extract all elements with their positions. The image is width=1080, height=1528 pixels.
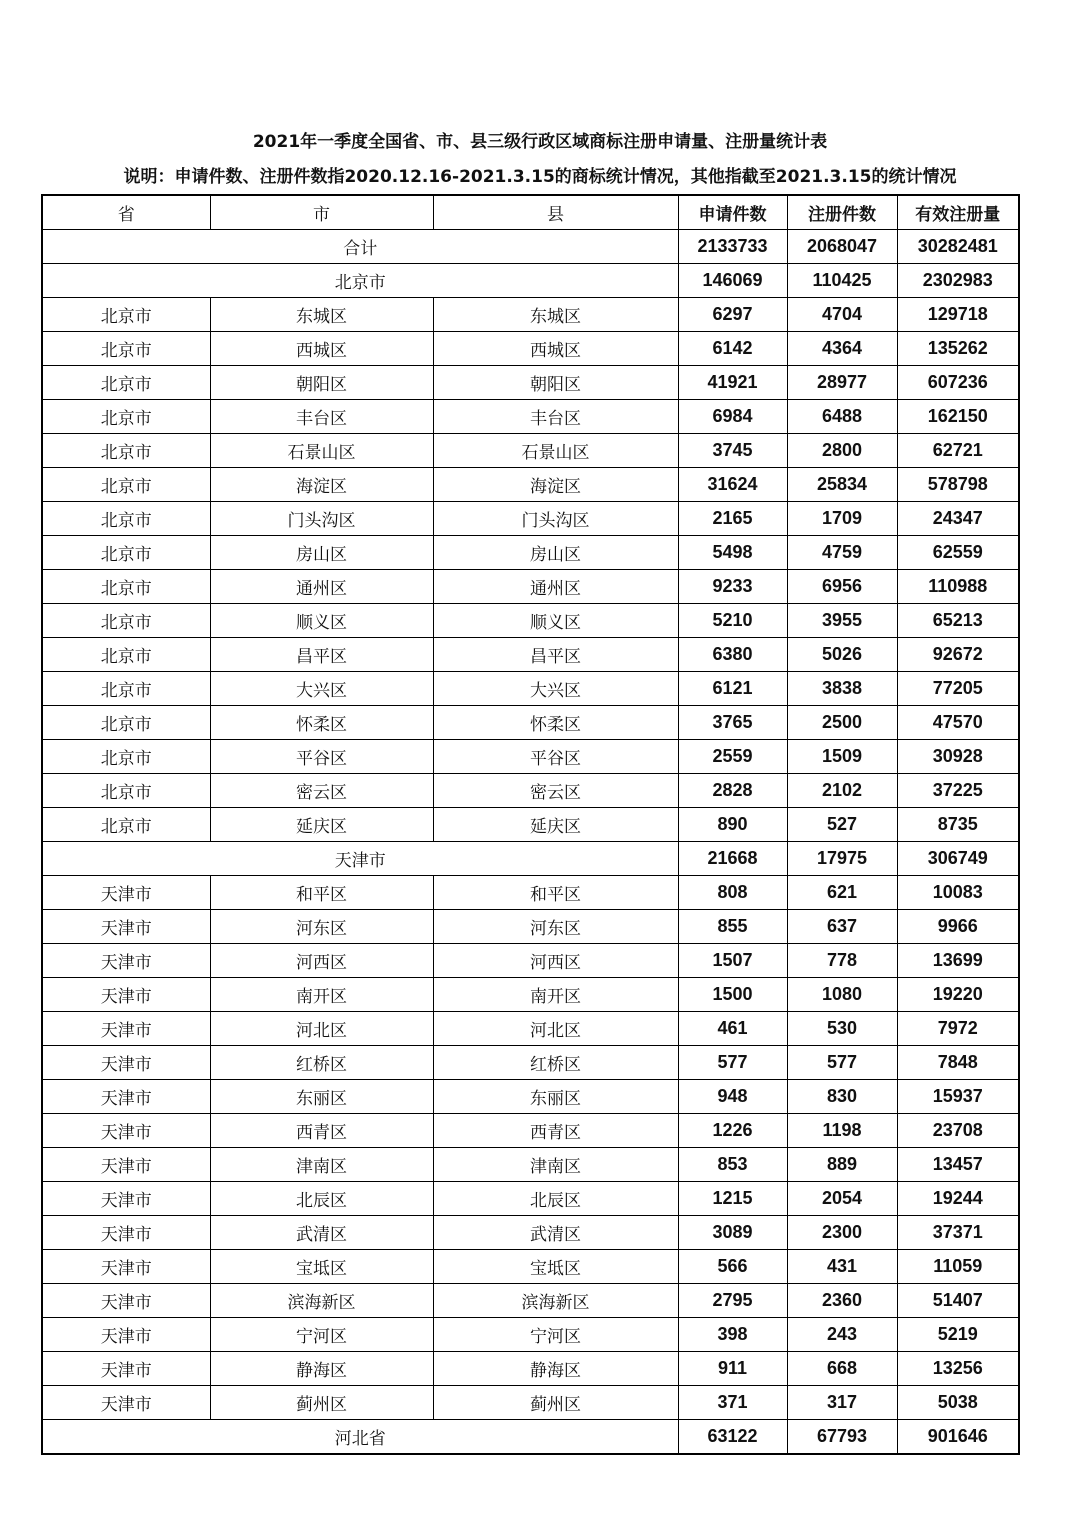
cell-valid-registrations: 62559 bbox=[897, 536, 1019, 570]
table-row bbox=[42, 1148, 1019, 1182]
table-row bbox=[42, 876, 1019, 910]
table-row bbox=[42, 604, 1019, 638]
cell-applications: 31624 bbox=[678, 468, 787, 502]
cell-city: 大兴区 bbox=[210, 672, 433, 706]
cell-county: 石景山区 bbox=[433, 434, 678, 468]
cell-valid-registrations: 13256 bbox=[897, 1352, 1019, 1386]
cell-city: 西青区 bbox=[210, 1114, 433, 1148]
cell-valid-registrations: 9966 bbox=[897, 910, 1019, 944]
cell-city: 东丽区 bbox=[210, 1080, 433, 1114]
cell-registrations: 2068047 bbox=[787, 230, 897, 264]
cell-applications: 911 bbox=[678, 1352, 787, 1386]
cell-valid-registrations: 92672 bbox=[897, 638, 1019, 672]
subtotal-row bbox=[42, 1420, 1019, 1455]
cell-applications: 371 bbox=[678, 1386, 787, 1420]
cell-registrations: 1509 bbox=[787, 740, 897, 774]
cell-registrations: 5026 bbox=[787, 638, 897, 672]
cell-valid-registrations: 162150 bbox=[897, 400, 1019, 434]
cell-applications: 1226 bbox=[678, 1114, 787, 1148]
cell-county: 朝阳区 bbox=[433, 366, 678, 400]
cell-county: 顺义区 bbox=[433, 604, 678, 638]
table-row bbox=[42, 1386, 1019, 1420]
cell-province: 北京市 bbox=[42, 808, 210, 842]
cell-applications: 6297 bbox=[678, 298, 787, 332]
table-row bbox=[42, 1318, 1019, 1352]
cell-valid-registrations: 8735 bbox=[897, 808, 1019, 842]
cell-registrations: 110425 bbox=[787, 264, 897, 298]
cell-applications: 948 bbox=[678, 1080, 787, 1114]
cell-valid-registrations: 11059 bbox=[897, 1250, 1019, 1284]
cell-province: 北京市 bbox=[42, 672, 210, 706]
cell-valid-registrations: 7972 bbox=[897, 1012, 1019, 1046]
subtotal-row bbox=[42, 230, 1019, 264]
cell-applications: 2828 bbox=[678, 774, 787, 808]
subtotal-row bbox=[42, 264, 1019, 298]
table-row bbox=[42, 1182, 1019, 1216]
table-row bbox=[42, 1352, 1019, 1386]
cell-province: 天津市 bbox=[42, 1284, 210, 1318]
cell-registrations: 2054 bbox=[787, 1182, 897, 1216]
cell-registrations: 25834 bbox=[787, 468, 897, 502]
cell-city: 密云区 bbox=[210, 774, 433, 808]
table-row bbox=[42, 706, 1019, 740]
cell-county: 通州区 bbox=[433, 570, 678, 604]
cell-county: 滨海新区 bbox=[433, 1284, 678, 1318]
table-row bbox=[42, 536, 1019, 570]
cell-registrations: 3838 bbox=[787, 672, 897, 706]
cell-county: 红桥区 bbox=[433, 1046, 678, 1080]
cell-province: 北京市 bbox=[42, 536, 210, 570]
cell-city: 通州区 bbox=[210, 570, 433, 604]
cell-valid-registrations: 51407 bbox=[897, 1284, 1019, 1318]
header-county: 县 bbox=[433, 195, 678, 230]
cell-registrations: 28977 bbox=[787, 366, 897, 400]
cell-county: 河西区 bbox=[433, 944, 678, 978]
subtotal-label: 河北省 bbox=[42, 1420, 678, 1455]
cell-applications: 398 bbox=[678, 1318, 787, 1352]
cell-valid-registrations: 19220 bbox=[897, 978, 1019, 1012]
table-row bbox=[42, 774, 1019, 808]
cell-registrations: 527 bbox=[787, 808, 897, 842]
cell-registrations: 2300 bbox=[787, 1216, 897, 1250]
cell-city: 河北区 bbox=[210, 1012, 433, 1046]
cell-province: 天津市 bbox=[42, 1148, 210, 1182]
cell-province: 天津市 bbox=[42, 1386, 210, 1420]
cell-applications: 566 bbox=[678, 1250, 787, 1284]
cell-applications: 461 bbox=[678, 1012, 787, 1046]
cell-city: 石景山区 bbox=[210, 434, 433, 468]
cell-applications: 1215 bbox=[678, 1182, 787, 1216]
cell-applications: 146069 bbox=[678, 264, 787, 298]
cell-valid-registrations: 110988 bbox=[897, 570, 1019, 604]
cell-applications: 890 bbox=[678, 808, 787, 842]
cell-province: 北京市 bbox=[42, 774, 210, 808]
cell-city: 武清区 bbox=[210, 1216, 433, 1250]
table-row bbox=[42, 740, 1019, 774]
table-row bbox=[42, 944, 1019, 978]
cell-province: 北京市 bbox=[42, 706, 210, 740]
cell-applications: 1500 bbox=[678, 978, 787, 1012]
cell-registrations: 4364 bbox=[787, 332, 897, 366]
cell-province: 天津市 bbox=[42, 1080, 210, 1114]
table-row bbox=[42, 910, 1019, 944]
table-row bbox=[42, 638, 1019, 672]
cell-province: 北京市 bbox=[42, 332, 210, 366]
cell-province: 天津市 bbox=[42, 978, 210, 1012]
cell-registrations: 530 bbox=[787, 1012, 897, 1046]
cell-province: 北京市 bbox=[42, 604, 210, 638]
cell-county: 宝坻区 bbox=[433, 1250, 678, 1284]
cell-registrations: 67793 bbox=[787, 1420, 897, 1455]
cell-county: 武清区 bbox=[433, 1216, 678, 1250]
table-row bbox=[42, 502, 1019, 536]
cell-valid-registrations: 62721 bbox=[897, 434, 1019, 468]
cell-city: 东城区 bbox=[210, 298, 433, 332]
cell-county: 海淀区 bbox=[433, 468, 678, 502]
cell-applications: 6984 bbox=[678, 400, 787, 434]
table-note: 说明：申请件数、注册件数指2020.12.16-2021.3.15的商标统计情况，其他指截至2021.3.15的统计情况 bbox=[123, 167, 957, 187]
cell-valid-registrations: 607236 bbox=[897, 366, 1019, 400]
cell-city: 西城区 bbox=[210, 332, 433, 366]
header-registrations: 注册件数 bbox=[787, 195, 897, 230]
cell-city: 和平区 bbox=[210, 876, 433, 910]
cell-registrations: 6956 bbox=[787, 570, 897, 604]
cell-county: 昌平区 bbox=[433, 638, 678, 672]
cell-city: 北辰区 bbox=[210, 1182, 433, 1216]
table-row bbox=[42, 1080, 1019, 1114]
cell-county: 延庆区 bbox=[433, 808, 678, 842]
cell-applications: 808 bbox=[678, 876, 787, 910]
cell-registrations: 889 bbox=[787, 1148, 897, 1182]
cell-city: 门头沟区 bbox=[210, 502, 433, 536]
header-row bbox=[42, 195, 1019, 230]
cell-valid-registrations: 578798 bbox=[897, 468, 1019, 502]
cell-county: 怀柔区 bbox=[433, 706, 678, 740]
table-row bbox=[42, 468, 1019, 502]
table-row bbox=[42, 1012, 1019, 1046]
cell-applications: 853 bbox=[678, 1148, 787, 1182]
cell-valid-registrations: 129718 bbox=[897, 298, 1019, 332]
cell-valid-registrations: 15937 bbox=[897, 1080, 1019, 1114]
cell-applications: 5498 bbox=[678, 536, 787, 570]
cell-county: 东丽区 bbox=[433, 1080, 678, 1114]
cell-city: 蓟州区 bbox=[210, 1386, 433, 1420]
cell-valid-registrations: 135262 bbox=[897, 332, 1019, 366]
cell-county: 西青区 bbox=[433, 1114, 678, 1148]
cell-city: 平谷区 bbox=[210, 740, 433, 774]
cell-city: 滨海新区 bbox=[210, 1284, 433, 1318]
cell-county: 平谷区 bbox=[433, 740, 678, 774]
cell-province: 天津市 bbox=[42, 944, 210, 978]
cell-registrations: 2500 bbox=[787, 706, 897, 740]
cell-registrations: 6488 bbox=[787, 400, 897, 434]
statistics-table bbox=[41, 194, 1020, 1455]
cell-province: 天津市 bbox=[42, 1318, 210, 1352]
cell-registrations: 830 bbox=[787, 1080, 897, 1114]
cell-registrations: 243 bbox=[787, 1318, 897, 1352]
cell-valid-registrations: 37225 bbox=[897, 774, 1019, 808]
cell-city: 静海区 bbox=[210, 1352, 433, 1386]
cell-valid-registrations: 5038 bbox=[897, 1386, 1019, 1420]
table-row bbox=[42, 1284, 1019, 1318]
cell-registrations: 1198 bbox=[787, 1114, 897, 1148]
cell-registrations: 17975 bbox=[787, 842, 897, 876]
cell-city: 红桥区 bbox=[210, 1046, 433, 1080]
cell-valid-registrations: 30928 bbox=[897, 740, 1019, 774]
cell-city: 昌平区 bbox=[210, 638, 433, 672]
cell-applications: 577 bbox=[678, 1046, 787, 1080]
cell-valid-registrations: 77205 bbox=[897, 672, 1019, 706]
cell-valid-registrations: 306749 bbox=[897, 842, 1019, 876]
cell-valid-registrations: 901646 bbox=[897, 1420, 1019, 1455]
cell-registrations: 1080 bbox=[787, 978, 897, 1012]
cell-registrations: 2800 bbox=[787, 434, 897, 468]
cell-valid-registrations: 65213 bbox=[897, 604, 1019, 638]
cell-city: 丰台区 bbox=[210, 400, 433, 434]
table-row bbox=[42, 808, 1019, 842]
cell-city: 南开区 bbox=[210, 978, 433, 1012]
cell-applications: 3765 bbox=[678, 706, 787, 740]
cell-registrations: 778 bbox=[787, 944, 897, 978]
cell-city: 宁河区 bbox=[210, 1318, 433, 1352]
table-row bbox=[42, 434, 1019, 468]
cell-applications: 2795 bbox=[678, 1284, 787, 1318]
cell-applications: 21668 bbox=[678, 842, 787, 876]
table-row bbox=[42, 570, 1019, 604]
table-row bbox=[42, 672, 1019, 706]
cell-county: 东城区 bbox=[433, 298, 678, 332]
cell-applications: 2165 bbox=[678, 502, 787, 536]
cell-county: 丰台区 bbox=[433, 400, 678, 434]
cell-province: 北京市 bbox=[42, 570, 210, 604]
cell-registrations: 2360 bbox=[787, 1284, 897, 1318]
cell-province: 北京市 bbox=[42, 740, 210, 774]
cell-valid-registrations: 7848 bbox=[897, 1046, 1019, 1080]
table-row bbox=[42, 332, 1019, 366]
cell-city: 河东区 bbox=[210, 910, 433, 944]
cell-province: 天津市 bbox=[42, 1046, 210, 1080]
cell-applications: 855 bbox=[678, 910, 787, 944]
subtotal-row bbox=[42, 842, 1019, 876]
cell-province: 天津市 bbox=[42, 876, 210, 910]
table-body bbox=[42, 230, 1019, 1455]
cell-province: 天津市 bbox=[42, 1216, 210, 1250]
cell-city: 延庆区 bbox=[210, 808, 433, 842]
header-valid-registrations: 有效注册量 bbox=[897, 195, 1019, 230]
cell-registrations: 577 bbox=[787, 1046, 897, 1080]
cell-province: 北京市 bbox=[42, 502, 210, 536]
cell-county: 北辰区 bbox=[433, 1182, 678, 1216]
cell-registrations: 4759 bbox=[787, 536, 897, 570]
cell-county: 西城区 bbox=[433, 332, 678, 366]
cell-county: 大兴区 bbox=[433, 672, 678, 706]
cell-applications: 6121 bbox=[678, 672, 787, 706]
cell-province: 北京市 bbox=[42, 400, 210, 434]
cell-valid-registrations: 13699 bbox=[897, 944, 1019, 978]
cell-applications: 63122 bbox=[678, 1420, 787, 1455]
cell-valid-registrations: 23708 bbox=[897, 1114, 1019, 1148]
cell-province: 天津市 bbox=[42, 1250, 210, 1284]
cell-city: 河西区 bbox=[210, 944, 433, 978]
cell-applications: 2133733 bbox=[678, 230, 787, 264]
cell-city: 海淀区 bbox=[210, 468, 433, 502]
cell-valid-registrations: 30282481 bbox=[897, 230, 1019, 264]
table-row bbox=[42, 978, 1019, 1012]
table-row bbox=[42, 1250, 1019, 1284]
cell-valid-registrations: 37371 bbox=[897, 1216, 1019, 1250]
cell-valid-registrations: 10083 bbox=[897, 876, 1019, 910]
cell-county: 门头沟区 bbox=[433, 502, 678, 536]
cell-valid-registrations: 19244 bbox=[897, 1182, 1019, 1216]
cell-registrations: 1709 bbox=[787, 502, 897, 536]
cell-registrations: 431 bbox=[787, 1250, 897, 1284]
subtotal-label: 合计 bbox=[42, 230, 678, 264]
cell-registrations: 668 bbox=[787, 1352, 897, 1386]
cell-valid-registrations: 2302983 bbox=[897, 264, 1019, 298]
cell-city: 朝阳区 bbox=[210, 366, 433, 400]
cell-county: 和平区 bbox=[433, 876, 678, 910]
cell-registrations: 637 bbox=[787, 910, 897, 944]
cell-applications: 9233 bbox=[678, 570, 787, 604]
table-row bbox=[42, 1216, 1019, 1250]
cell-county: 房山区 bbox=[433, 536, 678, 570]
cell-county: 河北区 bbox=[433, 1012, 678, 1046]
cell-applications: 6142 bbox=[678, 332, 787, 366]
cell-applications: 6380 bbox=[678, 638, 787, 672]
cell-province: 天津市 bbox=[42, 1012, 210, 1046]
cell-city: 津南区 bbox=[210, 1148, 433, 1182]
cell-applications: 3089 bbox=[678, 1216, 787, 1250]
cell-applications: 3745 bbox=[678, 434, 787, 468]
cell-valid-registrations: 13457 bbox=[897, 1148, 1019, 1182]
table-row bbox=[42, 366, 1019, 400]
cell-city: 宝坻区 bbox=[210, 1250, 433, 1284]
header-city: 市 bbox=[210, 195, 433, 230]
cell-province: 天津市 bbox=[42, 910, 210, 944]
cell-applications: 1507 bbox=[678, 944, 787, 978]
cell-registrations: 2102 bbox=[787, 774, 897, 808]
cell-valid-registrations: 24347 bbox=[897, 502, 1019, 536]
cell-province: 北京市 bbox=[42, 366, 210, 400]
header-applications: 申请件数 bbox=[678, 195, 787, 230]
cell-registrations: 4704 bbox=[787, 298, 897, 332]
subtotal-label: 天津市 bbox=[42, 842, 678, 876]
cell-province: 天津市 bbox=[42, 1182, 210, 1216]
table-row bbox=[42, 1046, 1019, 1080]
subtotal-label: 北京市 bbox=[42, 264, 678, 298]
cell-province: 天津市 bbox=[42, 1352, 210, 1386]
cell-city: 怀柔区 bbox=[210, 706, 433, 740]
cell-province: 北京市 bbox=[42, 434, 210, 468]
cell-registrations: 317 bbox=[787, 1386, 897, 1420]
cell-county: 蓟州区 bbox=[433, 1386, 678, 1420]
cell-county: 河东区 bbox=[433, 910, 678, 944]
cell-county: 南开区 bbox=[433, 978, 678, 1012]
cell-city: 房山区 bbox=[210, 536, 433, 570]
cell-province: 北京市 bbox=[42, 638, 210, 672]
table-title: 2021年一季度全国省、市、县三级行政区域商标注册申请量、注册量统计表 bbox=[252, 132, 828, 152]
table-row bbox=[42, 400, 1019, 434]
header-province: 省 bbox=[42, 195, 210, 230]
table-row bbox=[42, 298, 1019, 332]
cell-county: 静海区 bbox=[433, 1352, 678, 1386]
cell-city: 顺义区 bbox=[210, 604, 433, 638]
cell-applications: 5210 bbox=[678, 604, 787, 638]
cell-province: 天津市 bbox=[42, 1114, 210, 1148]
cell-applications: 2559 bbox=[678, 740, 787, 774]
cell-valid-registrations: 5219 bbox=[897, 1318, 1019, 1352]
cell-registrations: 621 bbox=[787, 876, 897, 910]
cell-county: 宁河区 bbox=[433, 1318, 678, 1352]
cell-registrations: 3955 bbox=[787, 604, 897, 638]
cell-applications: 41921 bbox=[678, 366, 787, 400]
cell-county: 密云区 bbox=[433, 774, 678, 808]
cell-province: 北京市 bbox=[42, 468, 210, 502]
table-row bbox=[42, 1114, 1019, 1148]
cell-county: 津南区 bbox=[433, 1148, 678, 1182]
cell-province: 北京市 bbox=[42, 298, 210, 332]
cell-valid-registrations: 47570 bbox=[897, 706, 1019, 740]
